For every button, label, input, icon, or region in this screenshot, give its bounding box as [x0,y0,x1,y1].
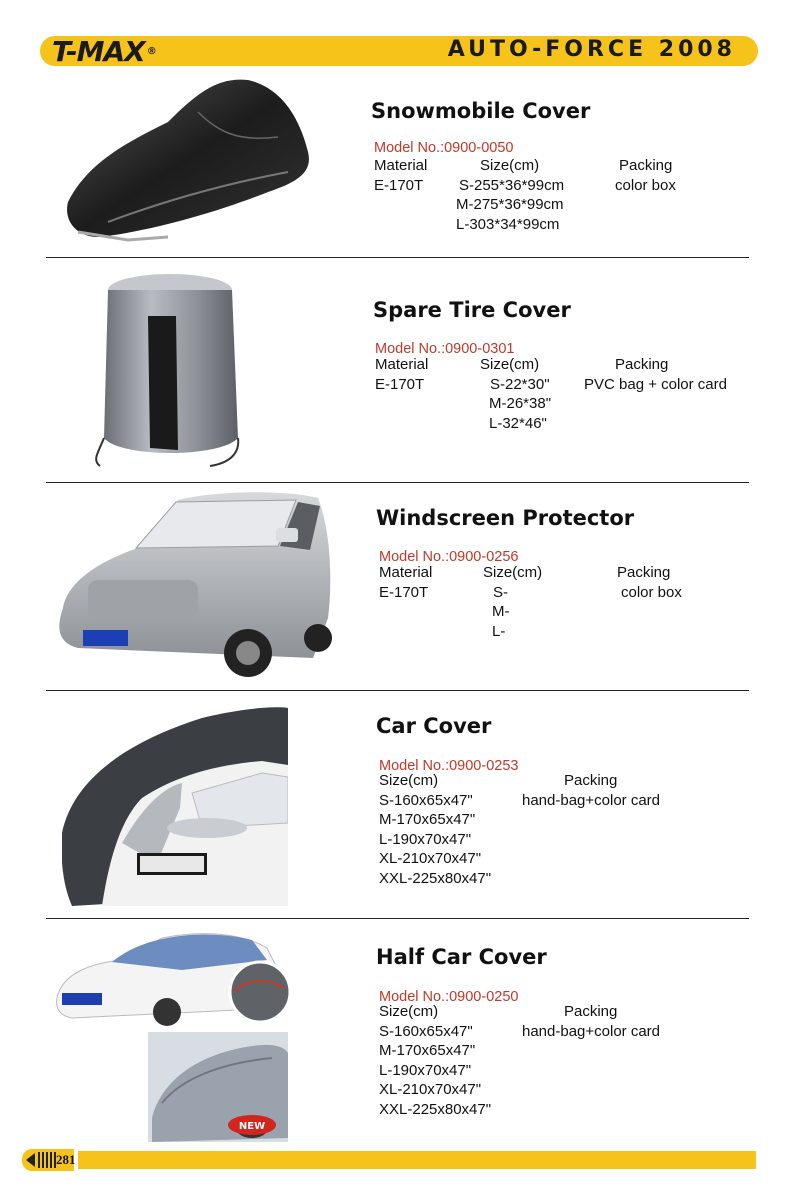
column-header: Size(cm) [379,772,439,789]
spec-row [379,602,739,622]
spec-row [379,1022,719,1042]
snowmobile-cover-photo [48,72,338,247]
spec-cell: color box [621,583,682,601]
section-divider [46,482,749,483]
spec-row [379,1080,719,1100]
model-number: Model No.:0900-0301 [375,341,515,357]
spec-cell: S-255*36*99cm [459,176,565,194]
spec-row [379,791,719,811]
spec-cell: M- [492,603,510,620]
spec-cell: M-170x65x47" [379,1042,476,1059]
column-header: Packing [564,1003,618,1020]
product-title: Snowmobile Cover [371,99,591,123]
spec-row [379,810,719,830]
spec-table [379,771,719,888]
column-header: Size(cm) [483,564,543,581]
spec-row [374,215,734,235]
spec-row [379,849,719,869]
product-title: Half Car Cover [376,945,547,969]
spec-row [379,583,739,603]
spec-row [379,1100,719,1120]
column-header: Packing [617,564,671,581]
car-cover-photo [62,703,288,906]
column-header: Material [374,157,428,174]
spec-row [374,195,734,215]
spec-table [379,563,739,641]
column-header: Size(cm) [379,1003,439,1020]
spec-table [374,156,734,234]
catalog-title: AUTO-FORCE 2008 [447,37,736,62]
spec-cell: S-160x65x47" [379,791,473,809]
spec-header-row [379,771,719,791]
left-arrow-icon [26,1153,35,1167]
product-title: Spare Tire Cover [373,298,571,322]
spec-row [379,830,719,850]
page-number: 281 [56,1152,76,1167]
brand-logo [52,32,156,70]
spec-table [379,1002,719,1119]
spec-cell: E-170T [375,375,425,393]
spec-cell: L-32*46" [489,414,547,432]
column-header: Packing [615,356,669,373]
spec-cell: PVC bag + color card [584,375,727,393]
product-title: Windscreen Protector [376,506,635,530]
spec-row [379,1041,719,1061]
spec-header-row [374,156,734,176]
spec-cell: XXL-225x80x47" [379,869,492,887]
stripes-decoration [38,1152,56,1168]
column-header: Packing [619,157,673,174]
product-title: Car Cover [376,714,492,738]
spec-cell: L-303*34*99cm [456,215,560,233]
spec-header-row [379,1002,719,1022]
column-header: Material [379,564,433,581]
spec-cell: E-170T [374,176,424,194]
spec-row [374,176,734,196]
spec-cell: S-160x65x47" [379,1022,473,1040]
spec-row [375,394,755,414]
logo-text: T-MAX [52,34,145,68]
spec-header-row [375,355,755,375]
spec-row [379,869,719,889]
column-header: Material [375,356,429,373]
column-header: Packing [564,772,618,789]
model-number: Model No.:0900-0250 [379,989,519,1005]
spec-cell: M-26*38" [489,395,552,412]
spec-row [379,1061,719,1081]
spec-cell: XL-210x70x47" [379,850,482,867]
new-badge-text: NEW [238,1121,266,1132]
page-header [30,28,758,74]
spec-cell: E-170T [379,583,429,601]
spec-cell: S- [493,583,508,601]
spec-row [379,622,739,642]
spec-header-row [379,563,739,583]
spec-cell: S-22*30" [490,375,550,393]
spec-table [375,355,755,433]
model-number: Model No.:0900-0253 [379,758,519,774]
model-number: Model No.:0900-0256 [379,549,519,565]
spec-cell: M-170x65x47" [379,811,476,828]
column-header: Size(cm) [480,157,540,174]
spec-cell: XL-210x70x47" [379,1081,482,1098]
half-car-cover-photo [52,928,292,1146]
spec-row [375,375,755,395]
spec-cell: XXL-225x80x47" [379,1100,492,1118]
footer-bar [78,1151,756,1169]
spec-cell: color box [615,176,676,194]
spec-cell: M-275*36*99cm [456,196,564,213]
model-number: Model No.:0900-0050 [374,140,514,156]
section-divider [46,918,749,919]
section-divider [46,257,749,258]
spare-tire-cover-photo [90,268,250,473]
spec-cell: L-190x70x47" [379,1061,472,1079]
registered-mark: ® [146,45,156,57]
column-header: Size(cm) [480,356,540,373]
section-divider [46,690,749,691]
spec-cell: L-190x70x47" [379,830,472,848]
spec-cell: hand-bag+color card [522,791,661,809]
windscreen-protector-photo [48,488,333,683]
spec-cell: hand-bag+color card [522,1022,661,1040]
spec-cell: L- [492,622,506,640]
spec-row [375,414,755,434]
